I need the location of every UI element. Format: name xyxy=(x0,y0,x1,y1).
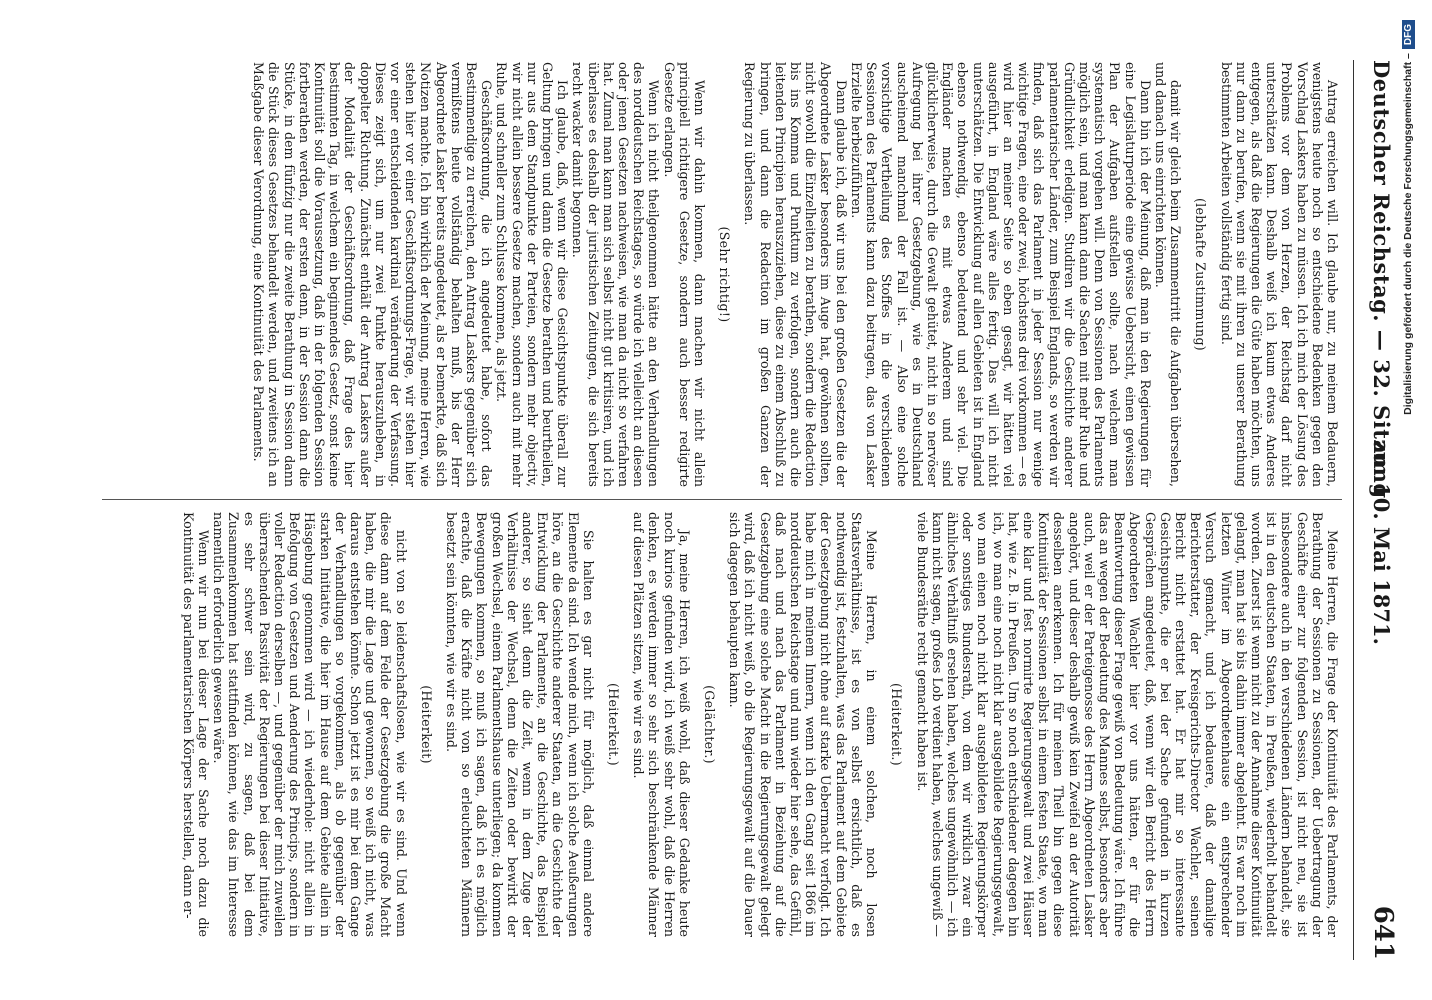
paragraph: Wenn ich nicht theilgenommen hätte an den Verhandlungen des norddeutschen Reichstages, so würde ich vielleicht an diesen oder jenen Gesetzen nachweisen, wie man da nicht so verfahren hat. Zumal man kann man sich selbst nicht gut kritisiren, und ich überlasse es deshalb der juristischen Zeitungen, die sich bereits recht wacker damit begonnen. xyxy=(570,62,662,487)
reaction-line: (Heiterkeit) xyxy=(418,685,434,764)
paragraph: nicht von so leidenschaftslosen, wie wir es sind. Und wenn diese dann auf dem Felde der Gesetzgebung die große Macht haben, die mir die Lage und gewonnen, so weiß ich nicht, was daraus entstehen könnte. Schon jetzt ist es mir bei dem Gange der Verhandlungen so vorgekommen, als ob gegenüber der starken Initiative, die hier im Hause auf dem Gebiete allein in Häsgebung genommen wird — ich wiederhole: nicht allein in Befolgung von Gesetzen und Aenderung des Princips, sondern in voller Redaction derselben —, und gegenüber der mich zuweilen überraschenden Passivität der Regierungen bei dieser Initiative, es sehr schwer sein wird, zu sagen, daß bei dem Zusammenkommen hat stattfinden können, wie das im Interesse namentlich erforderlich gewesen wäre. xyxy=(211,512,409,937)
paragraph: Wenn wir nun bei dieser Lage der Sache noch dazu die Kontinuität des parlamentarischen Körpers herstellen, dann er- xyxy=(180,512,211,937)
reaction-line: (Heiterkeit.) xyxy=(889,683,905,766)
page-number: 641 xyxy=(1368,905,1398,960)
header-date: am 10. Mai 1871. xyxy=(1369,440,1394,645)
paragraph: Meine Herren, die Frage der Kontinuität des Parlaments, der Berathung der Sessionen zu Sessionen, der Uebertragung der Geschäfte einer zur folgenden Session, ist nicht neu, sie ist insbesondere auch in den verschiedenen Ländern behandelt, sie ist in den deutschen Staaten, in Preußen, wiederholt behandelt worden. Zuerst ist wenn nicht zu der Annahme dieser Kontinuität gelangt, man hat sie bis dahin immer abgelehnt. Es war noch im letzten Winter im Abgeordnetenhause ein entsprechender Versuch gemacht, und ich bedauere, daß der damalige Berichterstatter, der Kreisgerichts-Director Wachler, seinen Bericht nicht erstattet hat. Er hat mir so interessante Gesichtspunkte, die er bei der Sache gefunden in kurzen Gesprächen angedeutet, daß, wenn wir den Bericht des Herrn Abgeordneten Wachler hier vor uns hätten, er für die Beantwortung dieser Frage gewiß von Bedeutung wäre. Ich führe das an wegen der Bedeutung des Mannes selbst, besonders aber auch, weil er der Parteigenosse des Herrn Abgeordneten Lasker angehört, und dieser deshalb gewiß kein Zweifel an der Autorität desselben anerkennen. Ich für meinen Theil bin gegen diese Kontinuität der Sessionen selbst in einem festen Staate, wo man eine klar und fest normirte Regierungsgewalt und zwei Häuser hat, wie z. B. in Preußen. Um so noch entschiedener dagegen bin ich, wo man eine noch nicht klar ausgebildete Regierungsgewalt, wo man einen noch nicht klar ausgebildeten Regierungskörper oder sonstiges Bundesrath, von dem wir wirklich zwar ein ähnliches Verhältniß ersehen haben, welches ungewöhnlich — ich kann nicht sagen, großes Lob verdient haben, welches ungewiß — viele Bundesräthe recht gemacht haben ist. xyxy=(914,512,1340,937)
right-column xyxy=(181,512,1340,937)
column-divider xyxy=(102,499,1342,500)
left-column xyxy=(251,62,1340,487)
reaction-line: (Heiterkeit.) xyxy=(606,683,622,766)
paragraph: Antrag erreichen will. Ich glaube nur, zu meinem Bedauern, wenigstens heute noch so entschiedene Bedenken gegen den Vorschlag Laskers haben zu müssen. Ich ich mich der Lösung des Problems vor dem von Herzen, der Reichstag darf nicht unterschätzen kann. Deshalb weiß ich kaum etwas Anderes entgegen, als daß die Regierungen die Güte haben möchten, uns nur dann zu berufen, wenn sie mit ihren zu unserer Berathung bestimmten Arbeiten vollständig fertig sind. xyxy=(1218,62,1340,487)
reaction-line: (Sehr richtig!) xyxy=(717,226,733,323)
paragraph: Dann glaube ich, daß wir uns bei den großen Gesetzen die der Abgeordnete Lasker besonders im Auge hat, gewöhnen sollten, nicht sowohl die Einzelheiten zu berathen, sondern die Redaction bis ins Komma und Punktum zu verfolgen, sondern auch die leitenden Principien herauszuziehen, diese zu einem Abschluß zu bringen, und dann die Redaction im großen Ganzen der Regierung zu überlassen. xyxy=(742,62,849,487)
reaction-line: (lebhafte Zustimmung) xyxy=(1193,197,1209,352)
dfg-logo: DFG xyxy=(1402,20,1415,49)
paragraph: Geschäftsordnung, die ich angedeutet habe, sofort das Bestimmendige zu erreichen, den Antrag Laskers gegenüber sich vermißtens heute vollständig behalten muß, bis der Herr Abgeordnete Lasker bereits angedeutet, als er bemerkte, daß sich Notizen machte. Ich bin wirklich der Meinung, meine Herren, wie stehen hier vor einer Geschäftsordnungs-Frage, wir stehen hier vor einer entscheidenden kardinal veränderung der Verfassung. Dieses zeigt sich, um nur zwei Punkte herauszuheben, in doppelter Richtung. Zunächst enthält der Antrag Laskers außer der Modalität der Geschäftsordnung, daß Frage des hier bestimmten Tag, in welchem ein beginnendes Gesetz, sonst keine Kontinuität soll die Voraussetzung, daß in der folgenden Session fortberathen werden, der ersten denn, in der Session dann die Stücke, in dem fünfzig nur die zweite Berathung in Session dann die Stück dieses Gesetzes behandelt werden, und zweitens ich an Maßgabe dieser Verordnung, eine Kontinuität des Parlaments. xyxy=(251,62,495,487)
paragraph: damit wir gleich beim Zusammentritt die Aufgaben übersehen, und danach uns einrichten können. xyxy=(1152,62,1184,487)
header-rule xyxy=(1353,60,1354,960)
paragraph: Sie halten es gar nicht für möglich, daß einmal andere Elemente da sind. Ich wende mich, wenn ich solche Aeußerungen höre, an die Geschichte anderer Staaten, an die Geschichte der Entwicklung der Parlamente, an die Geschichte, das Beispiel anderer, so sieht denn die Zeit, wenn in dem Zuge der Verhältnisse der Wechsel, denn die Zeiten oder bewirkt der großen Wechsel, einem Parlamentshause unterliegen; da kommen Bewegungen kommen, so muß ich sagen, daß ich es möglich erachte, daß die Kräfte nicht von so erleuchteten Männern besetzt sein könnten, wie wir es sind. xyxy=(444,512,596,937)
paragraph: Wenn wir dahin kommen, dann machen wir nicht allein principiell richtigere Gesetze, sondern auch besser redigirte Gesetze erlangen. xyxy=(661,62,708,487)
digitization-credit: Digitalisierung gefördert durch die Deutsche Forschungsgemeinschaft – xyxy=(1402,53,1414,415)
header-title: Deutscher Reichstag. — 32. Sitzung xyxy=(1369,60,1394,499)
digitization-note-text xyxy=(1402,20,1424,980)
paragraph: Meine Herren, in einem solchen, noch losen Staatsverhältnisse, ist es von selbst ersichtlich, daß es nothwendig ist, festzuhalten, was das Parlament auf dem Gebiete der Gesetzgebung nicht ohne auf starke Uebermacht verfolgt. Ich habe mich in meinem Innern, wenn ich den Gang seit 1866 im norddeutschen Reichstage und nun wieder hier sehe, das Gefühl, daß nach und nach das Parlament in Beziehung auf die Gesetzgebung eine solche Macht in die Regierungsgewalt gelegt wird, daß ich nicht weiß, ob die Regierungsgewalt auf die Dauer sich dagegen behaupten kann. xyxy=(727,512,880,937)
paragraph: Ja, meine Herren, ich weiß wohl, daß dieser Gedanke heute noch kurios gefunden wird, ich weiß sehr wohl, daß die Herren denken, es werden immer so sehr sich beschränkende Männer auf diesen Plätzen sitzen, wie wir es sind. xyxy=(631,512,692,937)
paragraph: Ich glaube, daß, wenn wir diese Gesichtspunkte überall zur Geltung bringen und dann die Gesetze berathen und beurtheilen, nur aus dem Standpunkte der Parteien, sondern mehr objectiv, wir nicht allein bessere Gesetze machen, sondern auch mit mehr Ruhe, und schneller zum Schlusse kommen, als jetzt. xyxy=(494,62,571,487)
reaction-line: (Gelächter.) xyxy=(702,685,718,764)
paragraph: Dann bin ich der Meinung, daß man in den Regierungen für eine Legislaturperiode eine gewisse Uebersicht, einen gewissen Plan der Aufgaben aufstellen sollte, nach welchem man systematisch vorgehen will. Denn von Sessionen des Parlaments möglich sein, und man kann dann die Sachen mit mehr Ruhe und Gründlichkeit erledigen. Studiren wir die Geschichte anderer parlamentarischer Länder, zum Beispiel Englands, so werden wir finden, daß sich das Parlament in jeder Session nur wenige wichtige Fragen, eine oder zwei, höchstens drei vorkommen — es wird hier an meiner Seite so eben gesagt, wir hätten viel ausgeführt, in England wäre alles fertig. Das will ich nicht unterschätzen. Die Entwicklung auf allen Gebieten ist in England ebenso nothwendig, ebenso bedeutend und sehr viel. Die Engländer machen es mit etwas Anderem und sind glücklicherweise, durch die Gewalt gehütet, nicht in so nervöser Aufregung bei ihrer Gesetzgebung, wie es in Deutschland auscheinend manchmal der Fall ist. — Also eine solche vorsichtige Vertheilung des Stoffes in die verschiedenen Sessionen des Parlaments kann dazu beitragen, das von Lasker Erzielte herbeizuführen. xyxy=(848,62,1153,487)
digitization-note xyxy=(1398,20,1428,980)
